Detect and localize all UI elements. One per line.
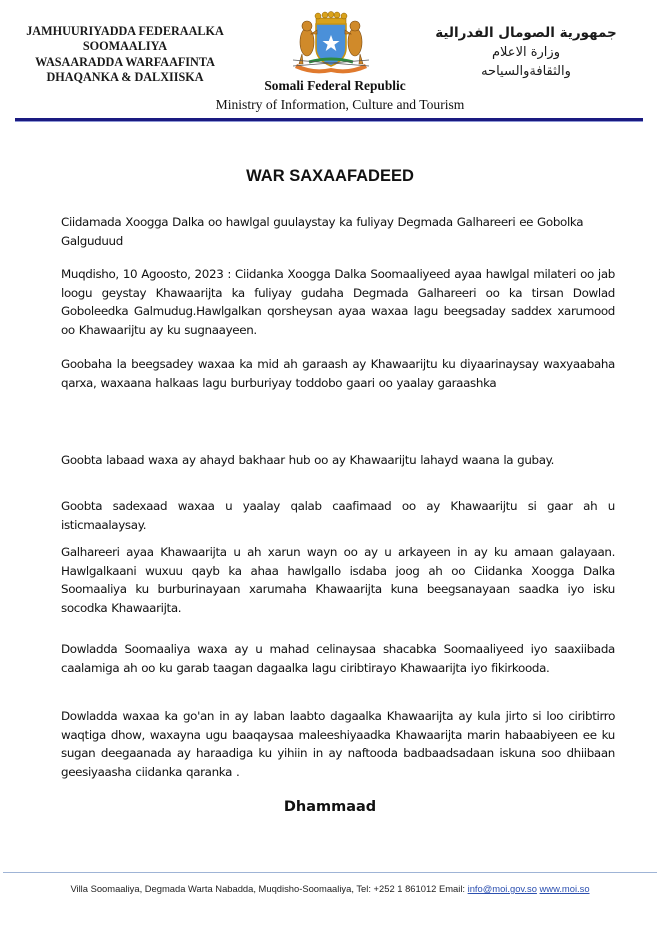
closing-text: Dhammaad	[283, 799, 377, 815]
letterhead-somali	[20, 24, 230, 86]
republic-name: Somali Federal Republic	[264, 78, 406, 93]
letterhead-arabic-line: والثقافةوالسياحه	[481, 64, 571, 79]
website-link[interactable]: www.moi.so	[539, 883, 590, 894]
body-paragraph: Goobaha la beegsadey waxaa ka mid ah garaash ay Khawaarijtu ku diyaarinaysay waxyaabaha qarxa, waxaana halkaas lagu burburiyay toddobo gaari oo yaalay garaashka	[61, 357, 615, 390]
email-link[interactable]: info@moi.gov.so	[467, 883, 537, 894]
headline-paragraph: Ciidamada Xoogga Dalka oo hawlgal guulaystay ka fuliyay Degmada Galhareeri ee Gobolka Galguduud	[61, 215, 584, 248]
leopard-right-icon	[345, 21, 363, 64]
body-paragraph: Dowladda Soomaaliya waxa ay u mahad celinaysaa shacabka Soomaaliyeed iyo saaxiibada caalamiga ah oo ku garab taagan dagaalka lagu ciribtirayo Khawaarijta iyo fikirkooda.	[61, 642, 615, 675]
ministry-name: Ministry of Information, Culture and Tourism	[215, 97, 465, 112]
coat-of-arms-icon	[283, 8, 379, 76]
body-paragraph: Goobta sadexaad waxaa u yaalay qalab caafimaad oo ay Khawaarijtu si gaar ah u isticmaalaysay.	[61, 499, 615, 532]
letterhead-arabic-line: وزارة الاعلام	[492, 45, 560, 60]
body-paragraph: Galhareeri ayaa Khawaarijta u ah xarun wayn oo ay u arkayeen in ay ku amaan galayaan. Hawlgalkaani wuxuu qayb ka ahaa hawlgallo isdaba joog ah oo Ciidanka Xoogga Dalka Soomaaliya ku burburinayaan xarumaha Khawaarijta kuna beegsanayaan saadka iyo isku socodka Khawaarijta.	[61, 545, 615, 615]
letterhead-somali-line: SOOMAALIYA	[82, 39, 168, 54]
footer-address: Villa Soomaaliya, Degmada Warta Nabadda, Muqdisho-Soomaaliya, Tel: +252 1 861012 Email:	[70, 883, 468, 894]
header-divider-light	[15, 121, 643, 122]
page-title: WAR SAXAAFADEED	[246, 167, 414, 185]
letterhead-somali-line: DHAQANKA & DALXIISKA	[46, 70, 204, 85]
crown-icon	[315, 12, 347, 25]
footer-divider	[3, 872, 657, 873]
letterhead-arabic	[416, 24, 636, 81]
body-paragraph: Goobta labaad waxa ay ahayd bakhaar hub oo ay Khawaarijtu lahayd waana la gubay.	[61, 453, 555, 467]
footer	[0, 883, 660, 894]
body-paragraph: Dowladda waxaa ka go'an in ay laban laabto dagaalka Khawaarijta ay kula jirto si loo ciribtirro waqtiga dhow, waxayna ugu baaqaysaa maleeshiyaadka Khawaarijta marin habaabiyeen ee ku sugan deegaanada ay haraadiga ku yihiin in ay naftooda badbaadsadaan iskuna soo dhiibaan geesiyaasha ciidanka qaranka .	[61, 709, 615, 779]
body-paragraph: Muqdisho, 10 Agoosto, 2023 : Ciidanka Xoogga Dalka Soomaaliyeed ayaa hawlgal milateri oo jab loogu geystay Khawaarijta ka fuliyay gudaha Degmada Galhareeri oo ka tirsan Dowlad Goboleedka Galmudug.Hawlgalkan qorsheysan ayaa waxaa lagu beegsaday saddex xarumood oo Khawaarijtu ay ku sugnaayeen.	[61, 267, 615, 337]
leopard-left-icon	[299, 21, 317, 64]
letterhead-somali-line: WASAARADDA WARFAAFINTA	[35, 54, 215, 69]
letterhead-somali-line: JAMHUURIYADDA FEDERAALKA	[26, 24, 224, 38]
letterhead-arabic-line: جمهورية الصومال الفدرالية	[435, 25, 617, 41]
